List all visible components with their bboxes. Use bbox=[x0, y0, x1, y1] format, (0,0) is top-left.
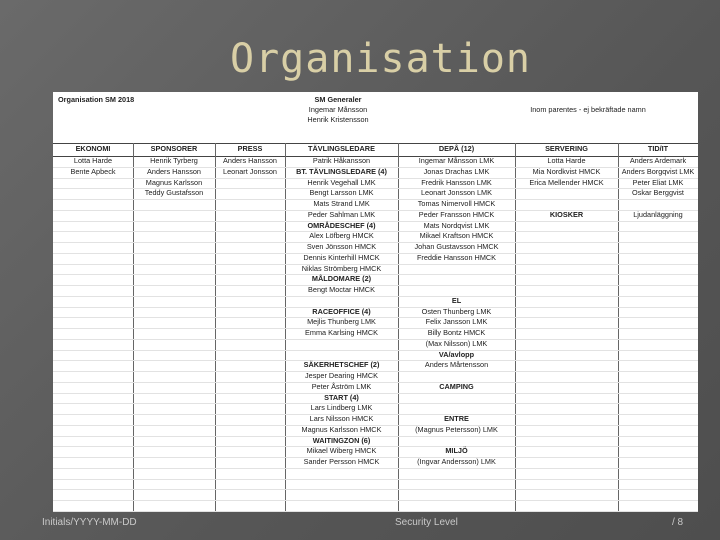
column-header-press: PRESS bbox=[237, 144, 263, 153]
person-name: Anders Hansson bbox=[223, 156, 277, 165]
person-name: Peder Sahlman LMK bbox=[307, 209, 376, 219]
person-name: Ljudanläggning bbox=[633, 209, 683, 219]
person-name: Oskar Berggvist bbox=[632, 188, 684, 198]
person-name: Alex Löfberg HMCK bbox=[309, 231, 374, 241]
person-name: Mats Strand LMK bbox=[313, 199, 370, 208]
role-heading: VA/avlopp bbox=[438, 349, 475, 359]
row-divider bbox=[53, 468, 698, 469]
person-name: Dennis Kinterhill HMCK bbox=[303, 252, 380, 262]
role-heading: MILJÖ bbox=[445, 446, 468, 456]
person-name: Mikael Kraftson HMCK bbox=[419, 231, 494, 241]
role-heading: START (4) bbox=[324, 392, 359, 402]
person-name: Lars Nilsson HMCK bbox=[309, 414, 374, 423]
person-name: Anders Mårtensson bbox=[424, 360, 489, 370]
row-divider bbox=[53, 511, 698, 512]
role-heading: OMRÅDESCHEF (4) bbox=[307, 220, 376, 230]
row-divider bbox=[53, 500, 698, 501]
footer-security-level: Security Level bbox=[395, 517, 458, 528]
org-chart-sheet bbox=[53, 92, 698, 512]
role-heading: CAMPING bbox=[439, 381, 474, 391]
person-name: Magnus Karlsson bbox=[145, 177, 203, 187]
general-heading: SM Generaler bbox=[314, 95, 362, 104]
role-heading: SÄKERHETSCHEF (2) bbox=[303, 360, 380, 370]
person-name: Erica Mellender HMCK bbox=[529, 177, 604, 187]
role-heading: WAITINGZON (6) bbox=[312, 435, 371, 445]
person-name: Mikael Wiberg HMCK bbox=[306, 446, 377, 456]
person-name: Sander Persson HMCK bbox=[303, 457, 380, 466]
column-header-tavling: TÄVLINGSLEDARE bbox=[308, 144, 375, 153]
person-name: Sven Jönsson HMCK bbox=[306, 242, 377, 251]
person-name: Anders Ardemark bbox=[629, 156, 687, 165]
person-name: Mia Nordkvist HMCK bbox=[532, 166, 601, 176]
column-header-tid: TID/IT bbox=[647, 144, 669, 153]
person-name: Anders Hansson bbox=[147, 166, 201, 176]
person-name: (Ingvar Andersson) LMK bbox=[417, 457, 496, 466]
person-name: Peter Eliat LMK bbox=[632, 177, 684, 187]
person-name: Felix Jansson LMK bbox=[425, 317, 488, 327]
person-name: Bengt Moctar HMCK bbox=[308, 285, 375, 294]
person-name: Magnus Karlsson HMCK bbox=[301, 424, 382, 434]
role-heading: BT. TÄVLINGSLEDARE (4) bbox=[296, 166, 387, 176]
slide-title: Organisation bbox=[230, 36, 531, 82]
role-heading: RACEOFFICE (4) bbox=[312, 306, 371, 316]
column-header-depa: DEPÅ (12) bbox=[438, 144, 475, 153]
footer-page-number: / 8 bbox=[672, 517, 684, 528]
row-divider bbox=[53, 479, 698, 480]
person-name: Bente Apbeck bbox=[70, 166, 116, 176]
person-name: Mats Nordqvist LMK bbox=[423, 220, 490, 230]
column-header-servering: SERVERING bbox=[545, 144, 588, 153]
person-name: Peder Fransson HMCK bbox=[418, 209, 495, 219]
person-name: Peter Åström LMK bbox=[311, 381, 372, 391]
row-divider bbox=[53, 350, 698, 351]
person-name: Fredrik Hansson LMK bbox=[421, 177, 492, 187]
general-name: Henrik Kristensson bbox=[307, 115, 369, 124]
person-name: Bengt Larsson LMK bbox=[309, 188, 374, 198]
person-name: Leonart Jonsson bbox=[223, 166, 277, 176]
person-name: Teddy Gustafsson bbox=[144, 188, 204, 198]
role-heading: EL bbox=[451, 295, 462, 305]
person-name: Jonas Drachas LMK bbox=[423, 166, 490, 176]
person-name: Henrik Vegehall LMK bbox=[307, 177, 376, 187]
person-name: Henrik Tyrberg bbox=[150, 156, 198, 165]
row-divider bbox=[53, 339, 698, 340]
person-name: Tomas Nimervoll HMCK bbox=[417, 199, 496, 208]
person-name: Ingemar Månsson LMK bbox=[418, 156, 495, 165]
person-name: Johan Gustavsson HMCK bbox=[414, 242, 499, 251]
role-heading: MÅLDOMARE (2) bbox=[311, 274, 372, 284]
person-name: Leonart Jonsson LMK bbox=[421, 188, 492, 198]
row-divider bbox=[53, 296, 698, 297]
person-name: Lotta Harde bbox=[73, 156, 113, 165]
person-name: (Magnus Petersson) LMK bbox=[415, 424, 498, 434]
note-text: Inom parentes - ej bekräftade namn bbox=[530, 105, 646, 114]
person-name: Niklas Strömberg HMCK bbox=[301, 263, 382, 273]
person-name: Billy Bontz HMCK bbox=[427, 328, 486, 337]
person-name: Jesper Dearing HMCK bbox=[305, 371, 378, 380]
person-name: Emma Karlsing HMCK bbox=[305, 328, 378, 337]
column-header-ekonomi: EKONOMI bbox=[75, 144, 111, 153]
role-heading: ENTRE bbox=[444, 414, 469, 423]
person-name: Osten Thunberg LMK bbox=[421, 306, 492, 316]
person-name: Patrik Håkansson bbox=[312, 156, 371, 165]
person-name: Freddie Hansson HMCK bbox=[416, 252, 497, 262]
person-name: Lars Lindberg LMK bbox=[310, 403, 373, 413]
person-name: Lotta Harde bbox=[547, 156, 586, 165]
footer-initials-date: Initials/YYYY-MM-DD bbox=[42, 517, 137, 528]
person-name: Anders Borgqvist LMK bbox=[621, 166, 695, 176]
sheet-title: Organisation SM 2018 bbox=[58, 95, 135, 104]
person-name: (Max Nilsson) LMK bbox=[425, 338, 488, 348]
person-name: Mejlis Thunberg LMK bbox=[307, 317, 376, 327]
row-divider bbox=[53, 489, 698, 490]
role-heading: KIOSKER bbox=[549, 209, 584, 219]
column-header-sponsorer: SPONSORER bbox=[150, 144, 198, 153]
general-name: Ingemar Månsson bbox=[308, 105, 368, 114]
